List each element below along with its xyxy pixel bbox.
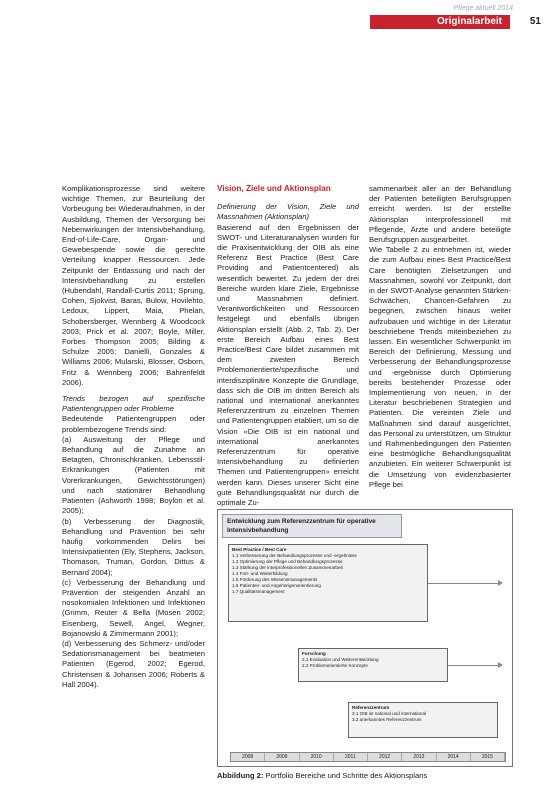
figure-title: Entwicklung zum Referenzzentrum für operative Intensivbehandlung [222, 514, 402, 538]
arrow-head [498, 580, 503, 586]
figure-timeline [230, 752, 506, 762]
list-item: (d) Verbesserung des Schmerz- und/oder Sedationsmanagement bei beatmeten Patienten (Egerod, 2002; Egerod, Christensen & Johansen 2006; Roberts & Hall 2004). [62, 638, 205, 689]
figure-action-plan [217, 509, 513, 767]
paragraph: Bedeutende Patientengruppen oder problembezogene Trends sind: [62, 414, 205, 434]
subheading: Trends bezogen auf spezifische Patientengruppen oder Probleme [62, 394, 205, 414]
figure-box-referenzzentrum [348, 702, 498, 738]
box-item: 1.6 Patienten- und Angehörigenorientierung [232, 583, 321, 588]
box-item: 1.2 Optimierung der Pflege und Behandlungsprozesse [232, 559, 343, 564]
list-item: (b) Verbesserung der Diagnostik, Behandlung und Prävention bei sehr häufig vorkommenden Delirs bei Intensivpatienten (Ely, Stephens, Jackson, Thomason, Truman, Gordon, Dittus & Bernard 2004); [62, 516, 205, 577]
box-item: 3.1 OIB ist national und international [352, 711, 427, 716]
box-title: Best Practice / Best Care [232, 547, 287, 552]
caption-label: Abbildung 2: [217, 771, 264, 780]
timeline-year: 2015 [471, 753, 505, 761]
box-item: 2.1 Evaluation und Weiterentwicklung [302, 657, 379, 662]
paragraph: Komplikationsprozesse sind weitere wichtige Themen, zur Beurteilung der Vorbeugung bei Wiederaufnahmen, in der Ausbildung, Themen der Versorgung bei Nebenwirkungen der Intensivbehandlung, End-of-Life-Care, Organ- und Gewebespende sowie die gerechte Verteilung knapper Ressourcen. Jede Zeitpunkt der Entlassung und nach der Intensivbehandlung zu erstellen (Hubendahl, Randall-Curtis 2011; Sprung, Cohen, Sjokvist, Baras, Bulow, Hovilehto, Ledoux, Lippert, Maia, Phelan, Schobersberger, Wennberg & Woodcock 2003; Prick et al. 2007; Boyle, Miller, Forbes Thompson 2005; Bilding & Schulze 2005; Danielli, Gonzales & Williams 2006; Mularski, Blosser, Osborn, Fritz & Wennberg 2006; Bahrenfeldt 2006). [62, 184, 205, 387]
timeline-year: 2011 [334, 753, 368, 761]
box-item: 1.1 Verbesserung der Behandlungsprozesse und -ergebnisse [232, 553, 357, 558]
caption-text: Portfolio Bereiche und Schritte des Aktionsplans [265, 771, 428, 780]
timeline-year: 2009 [265, 753, 299, 761]
box-title: Forschung [302, 651, 326, 656]
figure-box-forschung [298, 648, 448, 682]
box-item: 1.4 Fort- und Weiterbildung [232, 571, 288, 576]
box-item: 3.2 anerkanntes Referenzzentrum [352, 717, 422, 722]
text-column-1 [62, 184, 205, 690]
paragraph: Wie Tabelle 2 zu entnehmen ist, wieder die zum Aufbau eines Best Practice/Best Care benötigten Zielsetzungen und Massnahmen, sowohl vor Zeitpunkt, dort in der SWOT-Analyse genannten Stärken-Schwächen, Chancen-Gefahren zu begegnen, zwischen hinaus weiter aufzubauen und wichtige in der Literatur beschriebene Trends miteinbeziehen zu lassen. Ein wesentlicher Schwerpunkt im Bereich der Definierung, Messung und Verbesserung der Behandlungsprozesse und -ergebnisse durch Optimierung bereits bestehender Prozesse oder Implementierung von neuen, in der Literatur beschriebenen Strategien und Patienten. Die vereinten Ziele und Maßnahmen sind darauf ausgerichtet, das Personal zu unterstützen, um Struktur und Rahmenbedingungen den Patienten eine bestmögliche Behandlungsqualität anzubieten. Ein weiterer Schwerpunkt ist die Umsetzung von evidenzbasierter Pflege bei [369, 245, 511, 489]
timeline-year: 2013 [402, 753, 436, 761]
box-title: Referenzzentrum [352, 705, 390, 710]
subheading: Definierung der Vision, Ziele und Massnahmen (Aktionsplan) [217, 202, 359, 222]
timeline-year: 2008 [231, 753, 265, 761]
arrow-line [428, 583, 498, 584]
timeline-year: 2014 [437, 753, 471, 761]
list-item: (a) Ausweitung der Pflege und Behandlung auf die Zunahme an Betagten, Chronischkranken, Lebensstil-Erkrankungen (Patienten mit Vorerkrankungen, Gewichtsstörungen) und nach stationärer Behandlung Patienten (Ashworth 1998; Boylon et al. 2005); [62, 434, 205, 516]
box-item: 2.2 Problemorientierte Konzepte [302, 663, 368, 668]
timeline-year: 2012 [368, 753, 402, 761]
section-banner: Originalarbeit [370, 15, 510, 29]
section-title: Vision, Ziele und Aktionsplan [217, 184, 331, 193]
paragraph: Basierend auf den Ergebnissen der SWOT- und Literaturanalysen wurden für die Praxisentwicklung der OIB als eine Referenz Best Practice (Best Care Providing and Patientcentered) als wesentlich bewertet. Zu jedem der drei Bereiche wurden klare Ziele, Ergebnisse und Massnahmen definiert. Verantwortlichkeiten und Ressourcen festgelegt und ebenfalls übrigen Aktionsplan erstellt (Abb. 2, Tab. 2). Der erste Bereich Aufbau eines Best Practice/Best Care bildet zusammen mit dem zweiten Bereich Problemorientierte/spezifische und interdisziplinäre Konzepte die Grundlage, dass sich die OIB im dritten Bereich als national und international anerkanntes Referenzzentrum zu einzelnen Themen und Patientengruppen etabliert, um so die Vision «Die OIB ist ein national und international anerkanntes Referenzzentrum für operative Intensivbehandlung zu definierten Themen und Patientengruppen» erreicht werden kann. Dieses unserer Sicht eine gute Behandlungsqualität nur durch die optimale Zu- [217, 222, 359, 508]
timeline-year: 2010 [300, 753, 334, 761]
figure-caption [217, 771, 427, 780]
box-item: 1.7 Qualitätsmanagement [232, 589, 285, 594]
box-item: 1.5 Förderung des Wissensmanagements [232, 577, 318, 582]
paragraph: sammenarbeit aller an der Behandlung der Patienten beteiligten Berufsgruppen erreicht werden. Ist der erstellte Aktionsplan interprofessionell mit Pflegende, Ärzte und andere beteiligte Berufsgruppen ausgearbeitet. [369, 184, 511, 245]
box-item: 1.3 Stärkung der interprofessionellen Zusammenarbeit [232, 565, 343, 570]
arrow-head [498, 662, 503, 668]
arrow-line [448, 665, 498, 666]
journal-header: Pflege aktuell 2014 [453, 5, 513, 12]
text-column-3 [369, 184, 511, 490]
list-item: (c) Verbesserung der Behandlung und Prävention der steigenden Anzahl an nosokomialen Infektionen und Infektionen (Grimm, Reuter & Bella (Mosen 2002; Eisenberg, Sewell, Angel, Wegner, Bojanowski & Zimmermann 2001); [62, 577, 205, 638]
page-number: 51 [529, 16, 541, 27]
text-column-2 [217, 184, 359, 508]
figure-box-best-practice [228, 544, 428, 622]
